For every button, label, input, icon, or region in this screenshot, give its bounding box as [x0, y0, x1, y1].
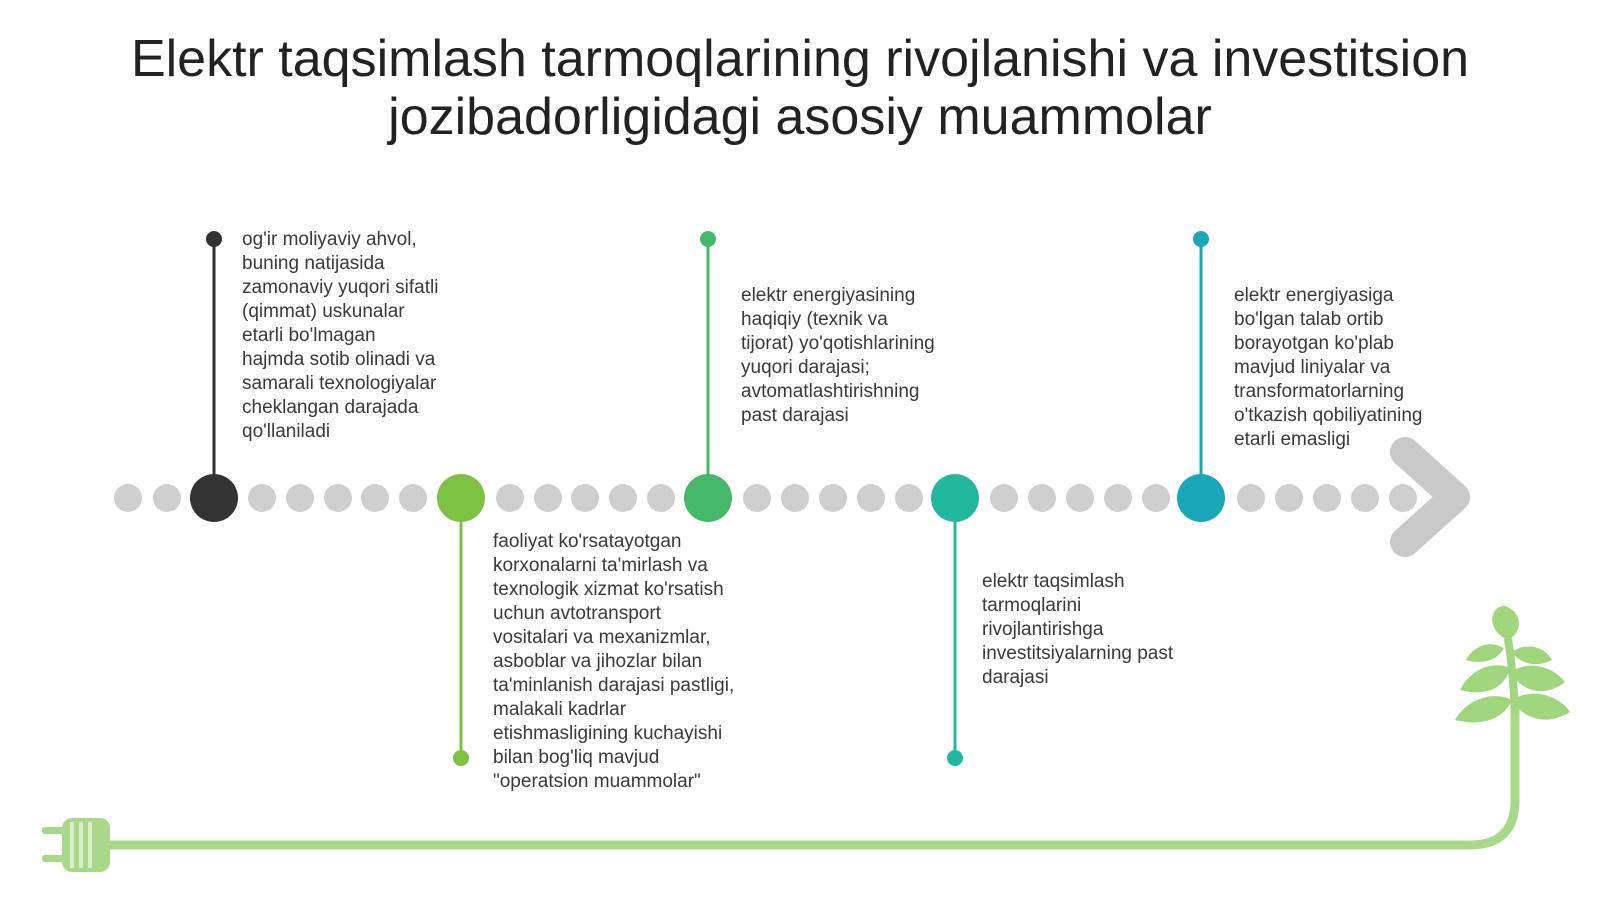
- timeline-dot: [895, 484, 923, 512]
- timeline-dot: [571, 484, 599, 512]
- milestone-1-text: og'ir moliyaviy ahvol, buning natijasida zamonaviy yuqori sifatli (qimmat) uskunalar etarli bo'lmagan hajmda sotib olinadi va samarali texnologiyalar cheklangan darajada qo'llaniladi: [242, 229, 439, 442]
- title-line-2: jozibadorligidagi asosiy muammolar: [388, 88, 1212, 146]
- milestone-4: [931, 474, 979, 766]
- milestone-3: [684, 231, 732, 522]
- plug-icon: [42, 818, 110, 872]
- milestone-4-text: elektr taqsimlash tarmoqlarini rivojlantirishga investitsiyalarning past darajasi: [982, 571, 1174, 688]
- milestone-node: [931, 474, 979, 522]
- milestone-node: [437, 474, 485, 522]
- milestone-stem-tip: [453, 750, 469, 766]
- timeline-dot: [324, 484, 352, 512]
- timeline-dot: [1142, 484, 1170, 512]
- milestone-node: [190, 474, 238, 522]
- timeline-dot: [248, 484, 276, 512]
- timeline-dot: [399, 484, 427, 512]
- timeline-dot: [1389, 484, 1417, 512]
- milestone-stem-tip: [700, 231, 716, 247]
- timeline-dot: [1351, 484, 1379, 512]
- timeline-dot: [1313, 484, 1341, 512]
- timeline-dot: [1237, 484, 1265, 512]
- timeline-dot: [781, 484, 809, 512]
- timeline-dot: [1028, 484, 1056, 512]
- milestone-node: [1177, 474, 1225, 522]
- timeline-dot: [990, 484, 1018, 512]
- timeline-dot: [743, 484, 771, 512]
- timeline-dot: [647, 484, 675, 512]
- milestone-2-text: faoliyat ko'rsatayotgan korxonalarni ta'mirlash va texnologik xizmat ko'rsatish uchun avtotransport vositalari va mexanizmlar, asboblar va jihozlar bilan ta'minlanish darajasi pastligi, malakali kadrlar etishmasligining kuchayishi bilan bog'liq mavjud "operatsion muammolar": [493, 531, 735, 792]
- timeline-dot: [361, 484, 389, 512]
- timeline-dot: [114, 484, 142, 512]
- timeline-dot: [1104, 484, 1132, 512]
- milestone-stem-tip: [206, 231, 222, 247]
- plant-icon: [1455, 606, 1570, 722]
- title-line-1: Elektr taqsimlash tarmoqlarining rivojlanishi va investitsion: [130, 30, 1470, 88]
- milestone-5-text: elektr energiyasiga bo'lgan talab ortib borayotgan ko'plab mavjud liniyalar va transformatorlarning o'tkazish qobiliyatining etarli emasligi: [1234, 285, 1423, 450]
- milestone-1: [190, 231, 238, 522]
- milestone-5: [1177, 231, 1225, 522]
- timeline-dot: [286, 484, 314, 512]
- timeline-dot: [1066, 484, 1094, 512]
- timeline-dot: [496, 484, 524, 512]
- cable-line: [100, 700, 1515, 845]
- milestone-node: [684, 474, 732, 522]
- timeline-dot: [609, 484, 637, 512]
- timeline-dot: [857, 484, 885, 512]
- milestone-stem-tip: [947, 750, 963, 766]
- timeline-dot: [153, 484, 181, 512]
- timeline-dot: [1275, 484, 1303, 512]
- milestone-2: [437, 474, 485, 766]
- timeline-dot: [819, 484, 847, 512]
- milestone-stem-tip: [1193, 231, 1209, 247]
- timeline-dot: [534, 484, 562, 512]
- milestone-3-text: elektr energiyasining haqiqiy (texnik va tijorat) yo'qotishlarining yuqori darajasi; avtomatlashtirishning past darajasi: [741, 285, 935, 426]
